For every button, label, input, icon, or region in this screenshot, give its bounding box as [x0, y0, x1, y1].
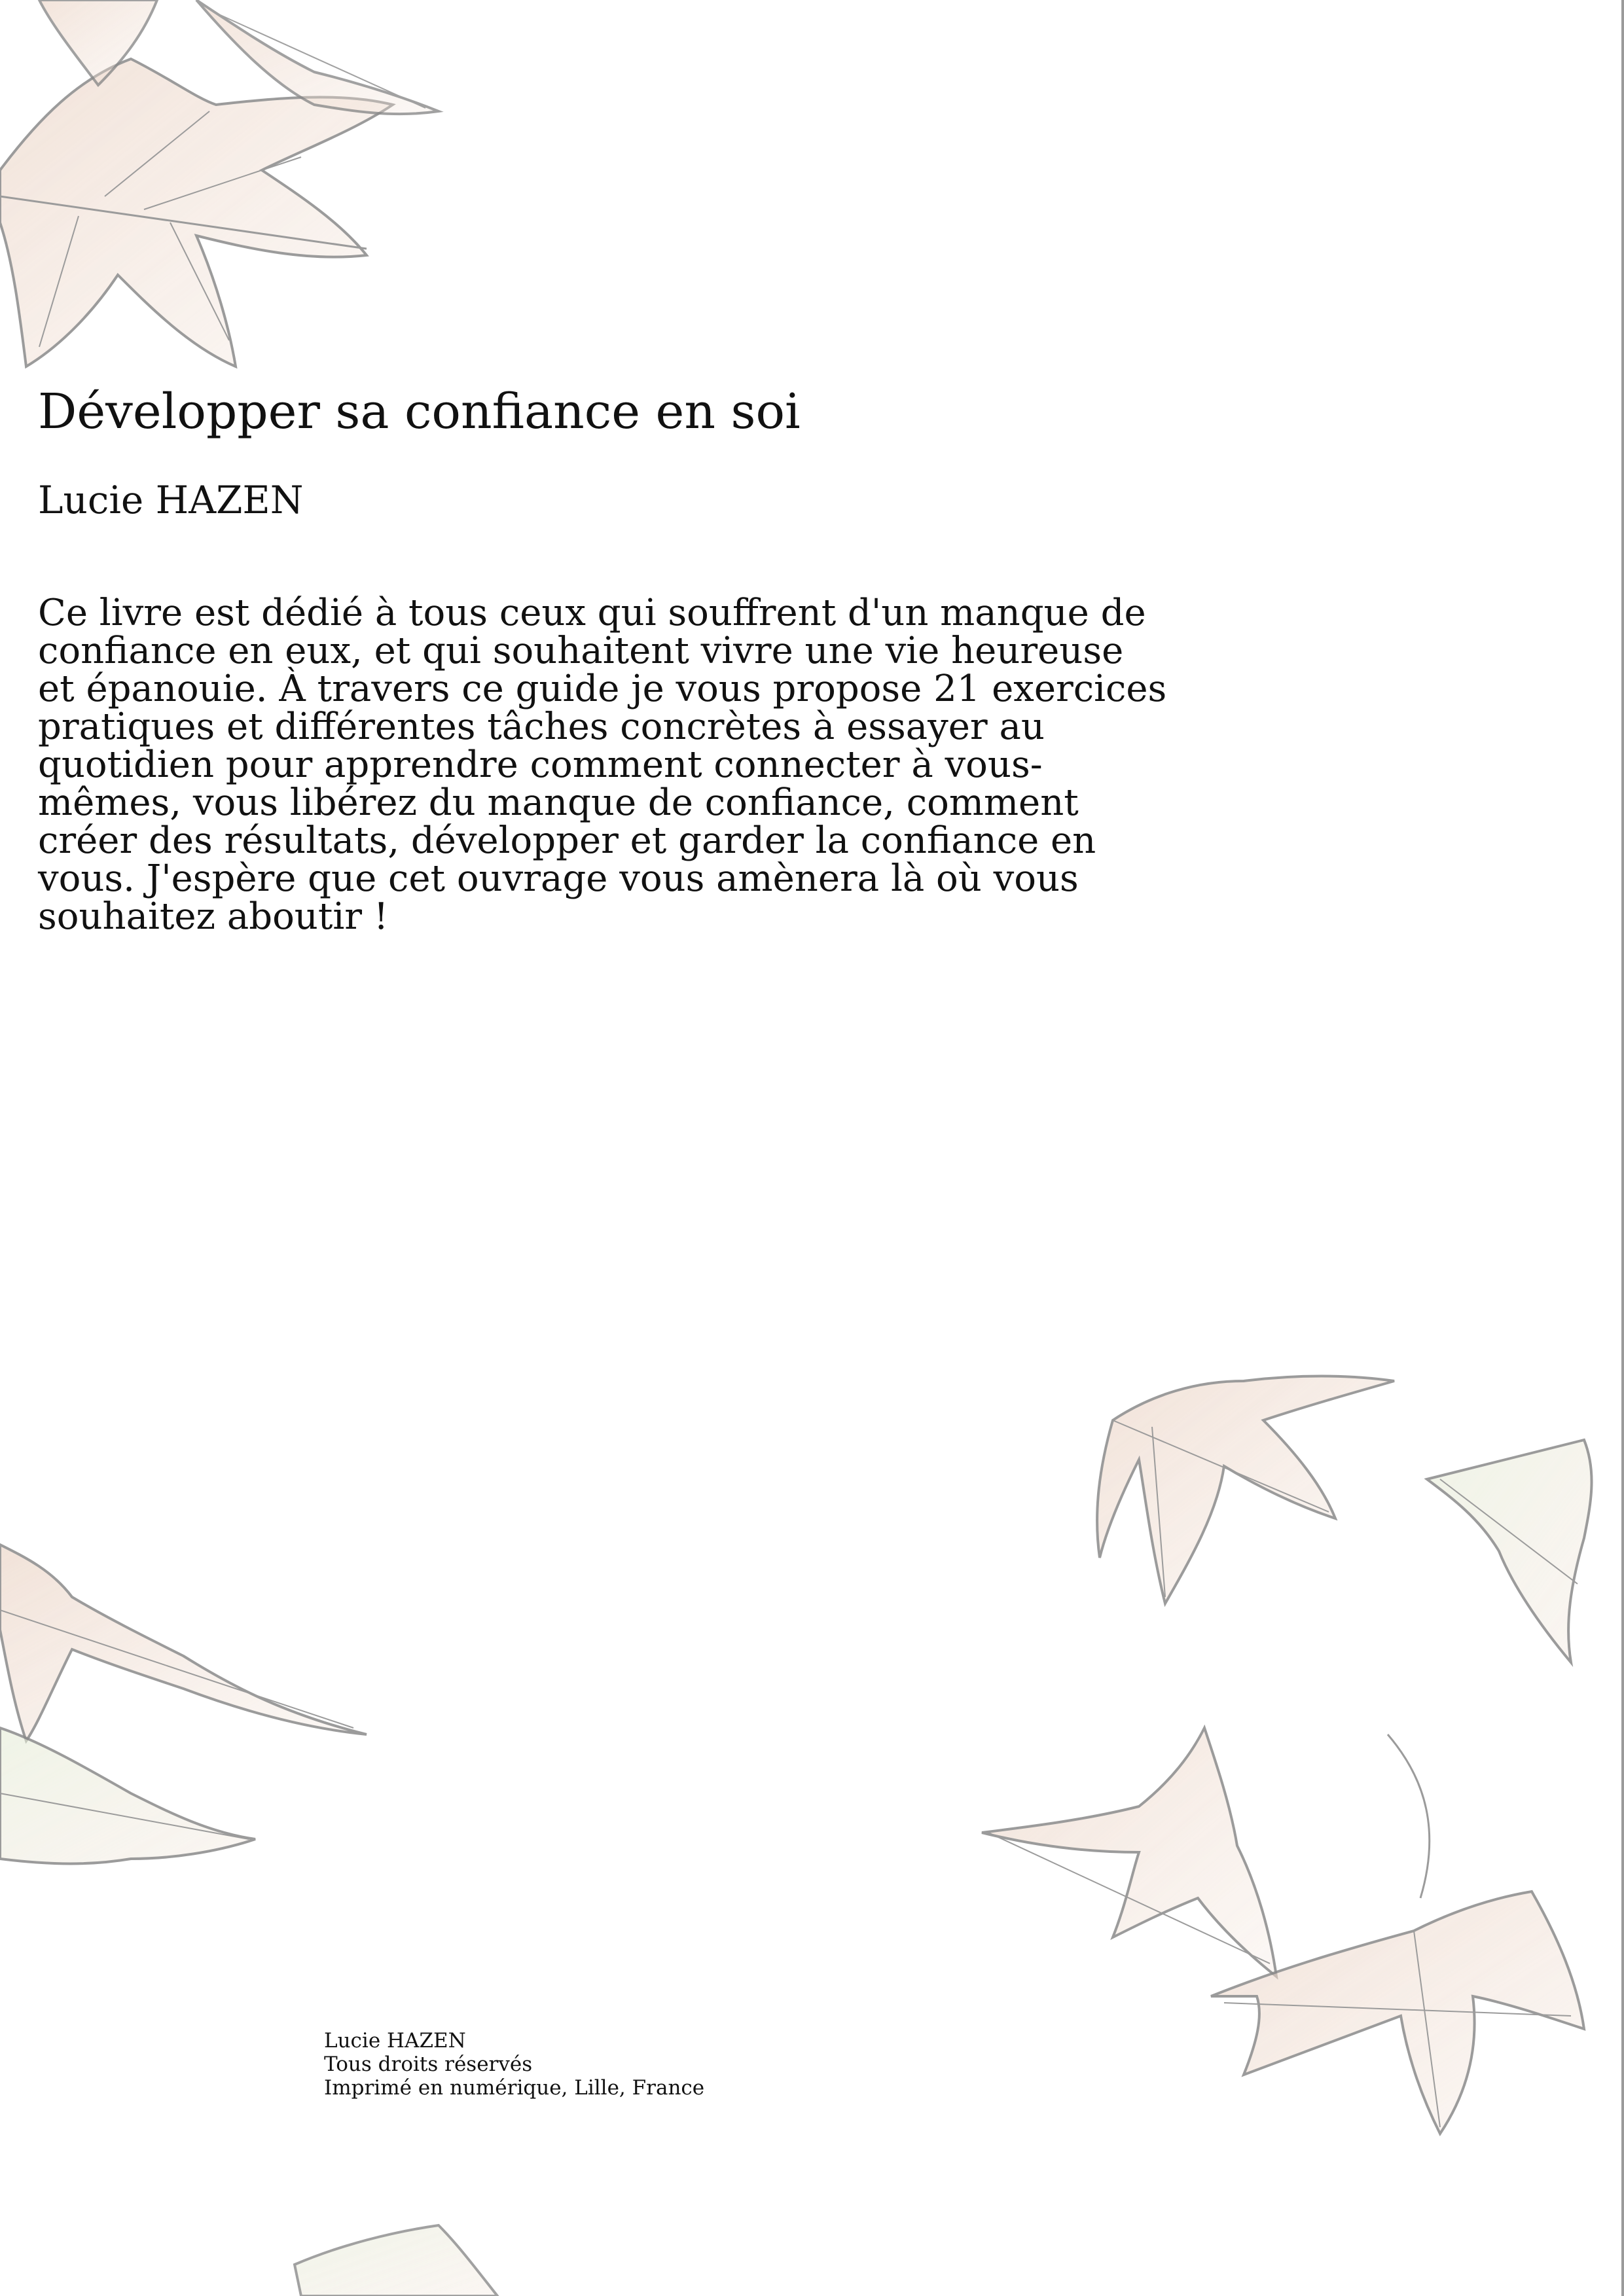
- footer-author: Lucie HAZEN: [324, 2029, 466, 2053]
- dedication-line: mêmes, vous libérez du manque de confiance, comment: [38, 781, 1079, 824]
- footer-rights: Tous droits réservés: [324, 2053, 533, 2076]
- dedication-line: vous. J'espère que cet ouvrage vous amènera là où vous: [38, 857, 1079, 900]
- dedication-line: Ce livre est dédié à tous ceux qui souffrent d'un manque de: [38, 592, 1146, 634]
- dedication-line: et épanouie. À travers ce guide je vous propose 21 exercices: [38, 668, 1167, 710]
- copyright-footer: [324, 2029, 704, 2100]
- dedication-line: pratiques et différentes tâches concrètes à essayer au: [38, 706, 1045, 748]
- leaf-bottom-right-2: [1211, 1734, 1584, 2134]
- leaf-bottom-left-2: [0, 1728, 255, 1864]
- leaf-bottom-right-1: [982, 1728, 1276, 1977]
- dedication-line: quotidien pour apprendre comment connecter à vous-: [38, 744, 1043, 786]
- page-edge: [1621, 0, 1624, 2296]
- dedication-line: créer des résultats, développer et garder la confiance en: [38, 819, 1096, 862]
- leaf-top-left-upper: [39, 0, 439, 114]
- leaf-bottom-small: [295, 2225, 497, 2296]
- dedication-paragraph: [38, 594, 1203, 936]
- leaf-mid-right-edge: [1427, 1440, 1592, 1662]
- leaf-bottom-left-1: [0, 1545, 367, 1741]
- book-author: Lucie HAZEN: [38, 478, 304, 522]
- footer-printed: Imprimé en numérique, Lille, France: [324, 2076, 705, 2100]
- leaf-top-left-large: [0, 59, 393, 367]
- book-title: Développer sa confiance en soi: [38, 384, 801, 440]
- dedication-line: souhaitez aboutir !: [38, 895, 389, 938]
- dedication-line: confiance en eux, et qui souhaitent vivre une vie heureuse: [38, 630, 1124, 672]
- leaf-mid-right-1: [1097, 1376, 1394, 1604]
